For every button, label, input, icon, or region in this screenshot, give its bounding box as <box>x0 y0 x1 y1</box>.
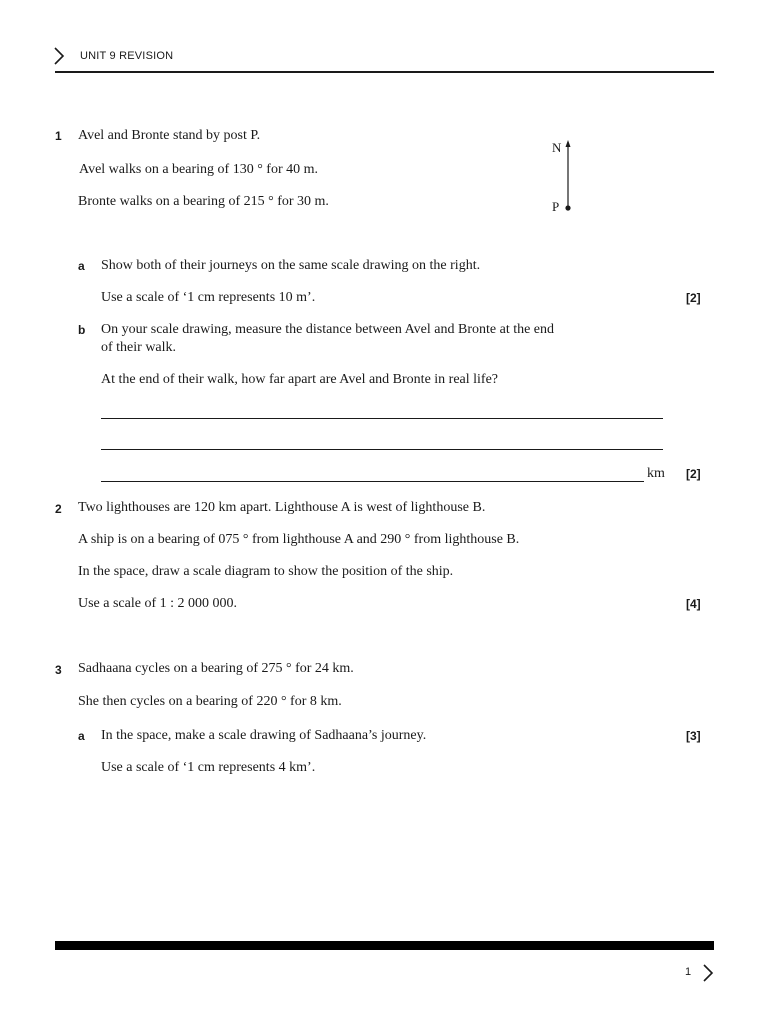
chevron-right-icon <box>52 46 66 66</box>
q2-marks: [4] <box>686 597 701 611</box>
q1b-text-line1: On your scale drawing, measure the distance between Avel and Bronte at the end <box>101 322 555 337</box>
question-number-3: 3 <box>55 663 62 677</box>
q3-text-line1: Sadhaana cycles on a bearing of 275 ° for 24 km. <box>78 661 354 676</box>
answer-line[interactable] <box>101 418 663 419</box>
q1-text-line2: Avel walks on a bearing of 130 ° for 40 m. <box>79 162 319 177</box>
answer-line-final[interactable] <box>101 481 644 482</box>
q1b-text-line2: of their walk. <box>101 340 177 355</box>
q1b-marks: [2] <box>686 467 701 481</box>
page-header-title: UNIT 9 REVISION <box>80 50 174 62</box>
north-label: N <box>552 140 562 155</box>
north-bearing-diagram <box>548 138 582 218</box>
q3a-marks: [3] <box>686 729 701 743</box>
q1a-text-line1: Show both of their journeys on the same scale drawing on the right. <box>101 258 481 273</box>
q3-text-line2: She then cycles on a bearing of 220 ° for 8 km. <box>78 694 342 709</box>
q1-text-line3: Bronte walks on a bearing of 215 ° for 30 m. <box>78 194 329 209</box>
q1a-marks: [2] <box>686 291 701 305</box>
answer-line[interactable] <box>101 449 663 450</box>
answer-unit-km: km <box>647 466 665 481</box>
page-number: 1 <box>685 966 692 978</box>
header-divider <box>55 71 714 73</box>
q3-part-a-letter: a <box>78 729 85 743</box>
next-page-chevron-icon[interactable] <box>701 963 715 983</box>
q2-text-line4: Use a scale of 1 : 2 000 000. <box>78 596 238 611</box>
footer-bar <box>55 941 714 950</box>
q2-text-line2: A ship is on a bearing of 075 ° from lighthouse A and 290 ° from lighthouse B. <box>78 532 520 547</box>
q1-part-a-letter: a <box>78 259 85 273</box>
question-number-1: 1 <box>55 129 62 143</box>
q3a-text-line1: In the space, make a scale drawing of Sadhaana’s journey. <box>101 728 427 743</box>
q1b-text-line3: At the end of their walk, how far apart are Avel and Bronte in real life? <box>101 372 499 387</box>
q2-text-line1: Two lighthouses are 120 km apart. Lighthouse A is west of lighthouse B. <box>78 500 486 515</box>
q1-part-b-letter: b <box>78 323 86 337</box>
q3a-text-line2: Use a scale of ‘1 cm represents 4 km’. <box>101 760 316 775</box>
post-p-label: P <box>552 199 560 214</box>
q2-text-line3: In the space, draw a scale diagram to show the position of the ship. <box>78 564 454 579</box>
q1a-text-line2: Use a scale of ‘1 cm represents 10 m’. <box>101 290 316 305</box>
q1-text-line1: Avel and Bronte stand by post P. <box>78 128 261 143</box>
question-number-2: 2 <box>55 502 62 516</box>
